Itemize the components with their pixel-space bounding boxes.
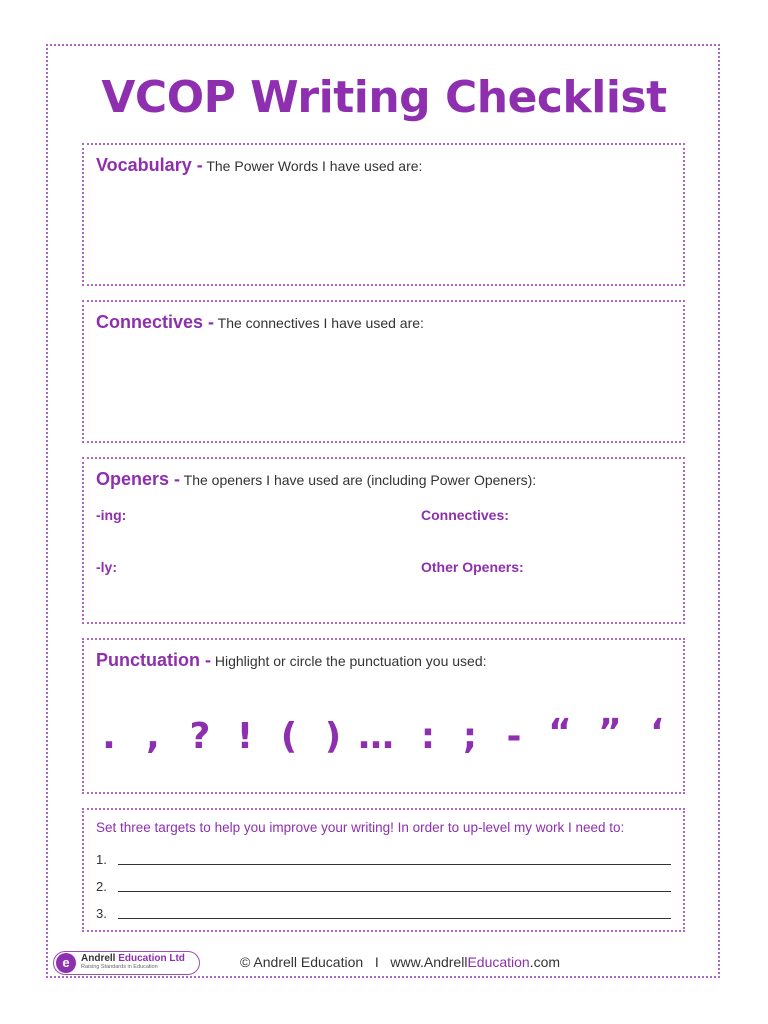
- punctuation-mark[interactable]: ‘: [650, 712, 664, 753]
- url-name-1: Andrell: [423, 954, 468, 970]
- openers-ing-label: -ing:: [96, 507, 127, 523]
- target-write-line[interactable]: [118, 918, 671, 919]
- target-number: 2.: [96, 879, 107, 894]
- target-line-2[interactable]: [96, 879, 671, 895]
- punctuation-mark[interactable]: “: [548, 712, 572, 753]
- footer-separator: I: [374, 954, 379, 970]
- punctuation-mark[interactable]: !: [236, 716, 254, 757]
- connectives-section[interactable]: [82, 300, 685, 443]
- punctuation-mark[interactable]: ?: [189, 716, 211, 757]
- logo-tagline: Raising Standards in Education: [81, 964, 158, 970]
- vocabulary-section[interactable]: [82, 143, 685, 286]
- openers-ly-label: -ly:: [96, 559, 117, 575]
- punctuation-heading: [96, 650, 487, 671]
- vocabulary-label: Vocabulary -: [96, 155, 203, 175]
- punctuation-label: Punctuation -: [96, 650, 211, 670]
- footer-text: [240, 954, 560, 970]
- footer-copyright: © Andrell Education: [240, 954, 364, 970]
- openers-section[interactable]: [82, 457, 685, 624]
- url-suffix: .com: [529, 954, 561, 970]
- punctuation-marks: [84, 712, 683, 762]
- connectives-label: Connectives -: [96, 312, 215, 332]
- punctuation-mark[interactable]: .: [102, 716, 116, 757]
- punctuation-mark[interactable]: ”: [598, 712, 622, 753]
- connectives-heading: [96, 312, 424, 333]
- punctuation-prompt: Highlight or circle the punctuation you used:: [214, 653, 487, 669]
- punctuation-mark[interactable]: ,: [146, 716, 160, 757]
- vocabulary-prompt: The Power Words I have used are:: [206, 158, 423, 174]
- punctuation-section[interactable]: [82, 638, 685, 794]
- logo-e-icon: e: [56, 953, 76, 973]
- targets-intro: Set three targets to help you improve your writing! In order to up-level my work I need to:: [96, 820, 625, 835]
- openers-heading: [96, 469, 536, 490]
- logo-name-part-2: Education Ltd: [118, 953, 185, 964]
- vocabulary-heading: [96, 155, 422, 176]
- page-title: VCOP Writing Checklist: [101, 72, 667, 123]
- openers-other-label: Other Openers:: [421, 559, 524, 575]
- target-number: 3.: [96, 906, 107, 921]
- target-line-3[interactable]: [96, 906, 671, 922]
- openers-connectives-label: Connectives:: [421, 507, 509, 523]
- openers-label: Openers -: [96, 469, 181, 489]
- punctuation-mark[interactable]: (: [280, 716, 298, 757]
- footer-url[interactable]: [390, 954, 560, 970]
- punctuation-mark[interactable]: ): [324, 716, 342, 757]
- punctuation-mark[interactable]: …: [358, 716, 394, 757]
- target-write-line[interactable]: [118, 891, 671, 892]
- target-write-line[interactable]: [118, 864, 671, 865]
- logo-name: [81, 953, 185, 964]
- connectives-prompt: The connectives I have used are:: [217, 315, 424, 331]
- url-prefix: www.: [390, 954, 424, 970]
- targets-section[interactable]: [82, 808, 685, 932]
- openers-prompt: The openers I have used are (including Power Openers):: [183, 472, 537, 488]
- target-number: 1.: [96, 852, 107, 867]
- punctuation-mark[interactable]: ;: [462, 716, 478, 757]
- logo-name-part-1: Andrell: [81, 953, 116, 964]
- target-line-1[interactable]: [96, 852, 671, 868]
- punctuation-mark[interactable]: -: [506, 716, 522, 757]
- andrell-logo: [53, 951, 200, 975]
- punctuation-mark[interactable]: :: [420, 716, 436, 757]
- url-name-2: Education: [467, 954, 530, 970]
